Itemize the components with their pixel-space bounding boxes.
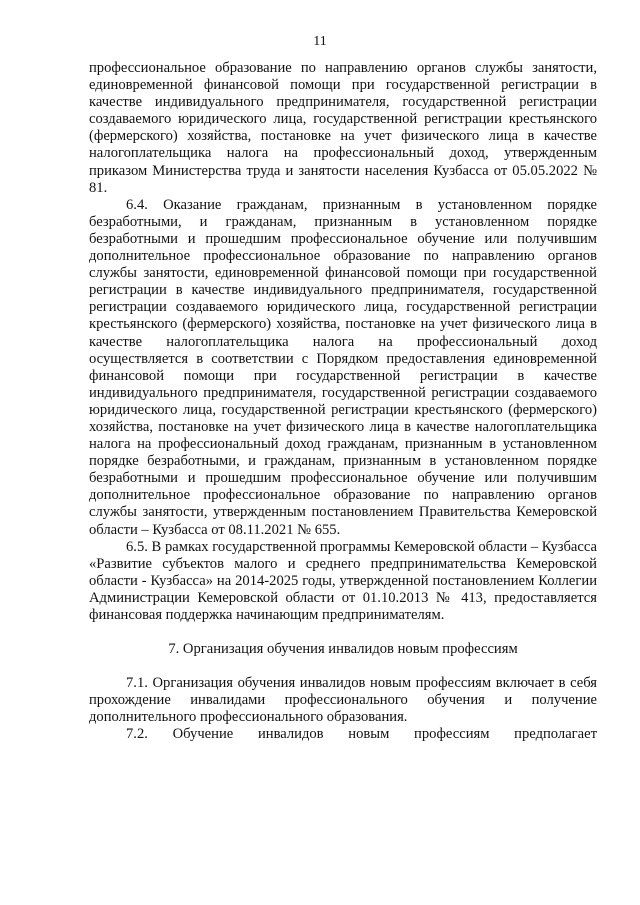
paragraph-continuation: профессиональное образование по направлению органов службы занятости, единовременной финансовой помощи при государственной регистрации в качестве индивидуального предпринимателя, государственной регистрации создаваемого юридического лица, государственной регистрации крестьянского (фермерского) хозяйства, постановке на учет физического лица в качестве налогоплательщика налога на профессиональный доход, утвержденным приказом Министерства труда и занятости населения Кузбасса от 05.05.2022 № 81. [89, 60, 597, 196]
paragraph-7-1: 7.1. Организация обучения инвалидов новым профессиям включает в себя прохождение инвалидами профессионального обучения и получение дополнительного профессионального образования. [89, 675, 597, 726]
paragraph-6-5: 6.5. В рамках государственной программы Кемеровской области – Кузбасса «Развитие субъектов малого и среднего предпринимательства Кемеровской области - Кузбасса» на 2014-2025 годы, утвержденной постановлением Коллегии Администрации Кемеровской области от 01.10.2013 № 413, предоставляется финансовая поддержка начинающим предпринимателям. [89, 538, 597, 623]
page-number: 11 [313, 34, 327, 49]
paragraph-7-2: 7.2. Обучение инвалидов новым профессиям предполагает [126, 726, 597, 743]
section-heading: 7. Организация обучения инвалидов новым профессиям [168, 641, 518, 658]
paragraph-6-4: 6.4. Оказание гражданам, признанным в установленном порядке безработными, и гражданам, признанным в установленном порядке безработными и прошедшим профессиональное обучение или получившим дополнительное профессиональное образование по направлению органов службы занятости, единовременной финансовой помощи при государственной регистрации в качестве индивидуального предпринимателя, государственной регистрации создаваемого юридического лица, государственной регистрации крестьянского (фермерского) хозяйства, постановке на учет физического лица в качестве налогоплательщика налога на профессиональный доход осуществляется в соответствии с Порядком предоставления единовременной финансовой помощи при государственной регистрации в качестве индивидуального предпринимателя, государственной регистрации создаваемого юридического лица, государственной регистрации крестьянского (фермерского) хозяйства, постановке на учет физического лица в качестве налогоплательщика налога на профессиональный доход гражданам, признанным в установленном порядке безработными, и гражданам, признанным в установленном порядке безработными и прошедшим профессиональное обучение или получившим дополнительное профессиональное образование по направлению органов службы занятости, утвержденным постановлением Правительства Кемеровской области – Кузбасса от 08.11.2021 № 655. [89, 196, 597, 538]
document-body [89, 60, 597, 744]
